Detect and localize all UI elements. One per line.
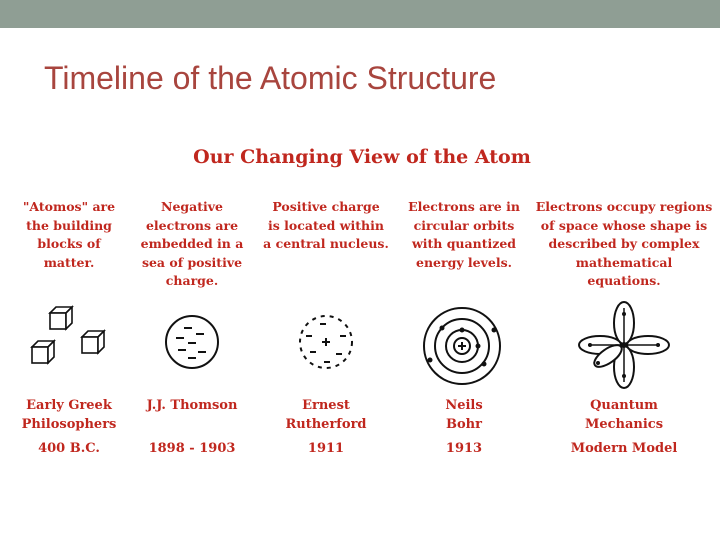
greek-name: Early Greek Philosophers [21, 398, 117, 432]
nuclear-atom-icon [294, 310, 358, 374]
quantum-name: Quantum Mechanics [584, 398, 664, 432]
quantum-date: Modern Model [570, 441, 678, 456]
cubes-icon [22, 305, 112, 375]
bohr-description: Electrons are in circular orbits with quantized energy levels. [408, 199, 520, 270]
slide-title: Timeline of the Atomic Structure [44, 60, 497, 96]
orbitals-icon [578, 300, 670, 392]
figure-title: Our Changing View of the Atom [193, 146, 531, 168]
plum-pudding-icon [158, 310, 228, 374]
greek-description: "Atomos" are the building blocks of matter. [22, 199, 116, 270]
quantum-description: Electrons occupy regions of space whose shape is described by complex mathematical equations. [535, 199, 713, 288]
rutherford-date: 1911 [307, 441, 345, 456]
thomson-description: Negative electrons are embedded in a sea of positive charge. [140, 199, 244, 288]
bohr-orbits-icon [420, 306, 504, 390]
greek-date: 400 B.C. [38, 441, 100, 456]
top-bar [0, 0, 720, 28]
thomson-date: 1898 - 1903 [148, 441, 236, 456]
thomson-name: J.J. Thomson [146, 398, 238, 413]
bohr-name: Neils Bohr [445, 398, 483, 432]
rutherford-name: Ernest Rutherford [285, 398, 367, 432]
rutherford-description: Positive charge is located within a central nucleus. [263, 199, 389, 251]
bohr-date: 1913 [445, 441, 483, 456]
